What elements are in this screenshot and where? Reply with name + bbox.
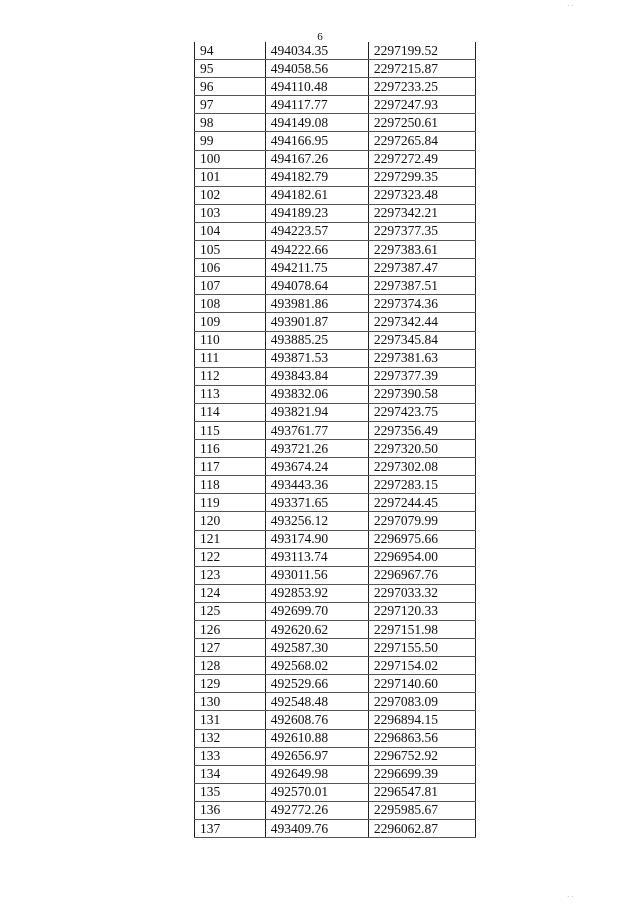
point-number-cell: 98 — [195, 114, 266, 132]
table-row — [195, 747, 476, 765]
point-number-cell: 125 — [195, 602, 266, 620]
point-number-cell: 96 — [195, 78, 266, 96]
point-number-cell: 102 — [195, 186, 266, 204]
y-coordinate-cell: 2297283.15 — [368, 476, 475, 494]
x-coordinate-cell: 492610.88 — [265, 729, 368, 747]
point-number-cell: 110 — [195, 331, 266, 349]
y-coordinate-cell: 2295985.67 — [368, 801, 475, 819]
y-coordinate-cell: 2297377.35 — [368, 222, 475, 240]
point-number-cell: 136 — [195, 801, 266, 819]
point-number-cell: 118 — [195, 476, 266, 494]
y-coordinate-cell: 2297265.84 — [368, 132, 475, 150]
x-coordinate-cell: 492548.48 — [265, 693, 368, 711]
y-coordinate-cell: 2297377.39 — [368, 367, 475, 385]
point-number-cell: 119 — [195, 494, 266, 512]
y-coordinate-cell: 2297342.44 — [368, 313, 475, 331]
y-coordinate-cell: 2297390.58 — [368, 385, 475, 403]
y-coordinate-cell: 2297381.63 — [368, 349, 475, 367]
x-coordinate-cell: 494182.79 — [265, 168, 368, 186]
x-coordinate-cell: 493174.90 — [265, 530, 368, 548]
y-coordinate-cell: 2296752.92 — [368, 747, 475, 765]
point-number-cell: 101 — [195, 168, 266, 186]
point-number-cell: 112 — [195, 367, 266, 385]
y-coordinate-cell: 2296894.15 — [368, 711, 475, 729]
x-coordinate-cell: 492772.26 — [265, 801, 368, 819]
x-coordinate-cell: 494222.66 — [265, 241, 368, 259]
table-row — [195, 711, 476, 729]
point-number-cell: 109 — [195, 313, 266, 331]
y-coordinate-cell: 2296863.56 — [368, 729, 475, 747]
table-row — [195, 621, 476, 639]
x-coordinate-cell: 493761.77 — [265, 421, 368, 439]
y-coordinate-cell: 2297423.75 — [368, 403, 475, 421]
y-coordinate-cell: 2297250.61 — [368, 114, 475, 132]
point-number-cell: 120 — [195, 512, 266, 530]
point-number-cell: 94 — [195, 42, 266, 60]
y-coordinate-cell: 2297320.50 — [368, 440, 475, 458]
table-row — [195, 78, 476, 96]
point-number-cell: 137 — [195, 820, 266, 838]
point-number-cell: 106 — [195, 259, 266, 277]
y-coordinate-cell: 2297215.87 — [368, 60, 475, 78]
point-number-cell: 131 — [195, 711, 266, 729]
table-row — [195, 783, 476, 801]
table-row — [195, 132, 476, 150]
point-number-cell: 104 — [195, 222, 266, 240]
table-row — [195, 349, 476, 367]
table-row — [195, 765, 476, 783]
point-number-cell: 99 — [195, 132, 266, 150]
point-number-cell: 121 — [195, 530, 266, 548]
point-number-cell: 134 — [195, 765, 266, 783]
table-row — [195, 421, 476, 439]
x-coordinate-cell: 493981.86 — [265, 295, 368, 313]
table-row — [195, 222, 476, 240]
y-coordinate-cell: 2297154.02 — [368, 657, 475, 675]
y-coordinate-cell: 2297120.33 — [368, 602, 475, 620]
y-coordinate-cell: 2296954.00 — [368, 548, 475, 566]
x-coordinate-cell: 494149.08 — [265, 114, 368, 132]
y-coordinate-cell: 2297387.51 — [368, 277, 475, 295]
point-number-cell: 100 — [195, 150, 266, 168]
x-coordinate-cell: 492529.66 — [265, 675, 368, 693]
point-number-cell: 128 — [195, 657, 266, 675]
y-coordinate-cell: 2297155.50 — [368, 639, 475, 657]
point-number-cell: 117 — [195, 458, 266, 476]
table-row — [195, 584, 476, 602]
y-coordinate-cell: 2297299.35 — [368, 168, 475, 186]
table-row — [195, 331, 476, 349]
x-coordinate-cell: 492649.98 — [265, 765, 368, 783]
y-coordinate-cell: 2297079.99 — [368, 512, 475, 530]
scan-artifact-mark: · · — [567, 893, 574, 901]
table-row — [195, 530, 476, 548]
point-number-cell: 97 — [195, 96, 266, 114]
point-number-cell: 133 — [195, 747, 266, 765]
table-row — [195, 566, 476, 584]
table-row — [195, 548, 476, 566]
table-row — [195, 114, 476, 132]
point-number-cell: 115 — [195, 421, 266, 439]
x-coordinate-cell: 492568.02 — [265, 657, 368, 675]
y-coordinate-cell: 2297302.08 — [368, 458, 475, 476]
table-row — [195, 204, 476, 222]
y-coordinate-cell: 2297323.48 — [368, 186, 475, 204]
table-row — [195, 602, 476, 620]
table-row — [195, 657, 476, 675]
x-coordinate-cell: 493371.65 — [265, 494, 368, 512]
x-coordinate-cell: 493832.06 — [265, 385, 368, 403]
point-number-cell: 130 — [195, 693, 266, 711]
x-coordinate-cell: 493885.25 — [265, 331, 368, 349]
table-row — [195, 458, 476, 476]
x-coordinate-cell: 493843.84 — [265, 367, 368, 385]
y-coordinate-cell: 2297247.93 — [368, 96, 475, 114]
point-number-cell: 129 — [195, 675, 266, 693]
table-row — [195, 385, 476, 403]
x-coordinate-cell: 493011.56 — [265, 566, 368, 584]
point-number-cell: 135 — [195, 783, 266, 801]
table-row — [195, 277, 476, 295]
table-row — [195, 186, 476, 204]
point-number-cell: 107 — [195, 277, 266, 295]
x-coordinate-cell: 494166.95 — [265, 132, 368, 150]
table-row — [195, 168, 476, 186]
table-row — [195, 693, 476, 711]
point-number-cell: 113 — [195, 385, 266, 403]
table-row — [195, 801, 476, 819]
x-coordinate-cell: 493721.26 — [265, 440, 368, 458]
point-number-cell: 108 — [195, 295, 266, 313]
point-number-cell: 111 — [195, 349, 266, 367]
x-coordinate-cell: 493256.12 — [265, 512, 368, 530]
x-coordinate-cell: 494223.57 — [265, 222, 368, 240]
table-row — [195, 313, 476, 331]
coordinates-table-body — [195, 42, 476, 838]
y-coordinate-cell: 2297244.45 — [368, 494, 475, 512]
x-coordinate-cell: 494117.77 — [265, 96, 368, 114]
x-coordinate-cell: 492699.70 — [265, 602, 368, 620]
x-coordinate-cell: 493674.24 — [265, 458, 368, 476]
table-row — [195, 729, 476, 747]
y-coordinate-cell: 2297387.47 — [368, 259, 475, 277]
point-number-cell: 114 — [195, 403, 266, 421]
y-coordinate-cell: 2296062.87 — [368, 820, 475, 838]
y-coordinate-cell: 2296547.81 — [368, 783, 475, 801]
table-row — [195, 675, 476, 693]
table-row — [195, 150, 476, 168]
y-coordinate-cell: 2297140.60 — [368, 675, 475, 693]
y-coordinate-cell: 2297033.32 — [368, 584, 475, 602]
table-row — [195, 259, 476, 277]
x-coordinate-cell: 494189.23 — [265, 204, 368, 222]
y-coordinate-cell: 2297342.21 — [368, 204, 475, 222]
point-number-cell: 126 — [195, 621, 266, 639]
x-coordinate-cell: 494110.48 — [265, 78, 368, 96]
x-coordinate-cell: 494034.35 — [265, 42, 368, 60]
table-row — [195, 820, 476, 838]
table-row — [195, 403, 476, 421]
table-row — [195, 440, 476, 458]
x-coordinate-cell: 492853.92 — [265, 584, 368, 602]
x-coordinate-cell: 492656.97 — [265, 747, 368, 765]
x-coordinate-cell: 493901.87 — [265, 313, 368, 331]
y-coordinate-cell: 2297083.09 — [368, 693, 475, 711]
y-coordinate-cell: 2297272.49 — [368, 150, 475, 168]
table-row — [195, 367, 476, 385]
y-coordinate-cell: 2297233.25 — [368, 78, 475, 96]
point-number-cell: 116 — [195, 440, 266, 458]
y-coordinate-cell: 2297151.98 — [368, 621, 475, 639]
scan-artifact-mark: · · — [567, 2, 574, 10]
point-number-cell: 123 — [195, 566, 266, 584]
point-number-cell: 122 — [195, 548, 266, 566]
x-coordinate-cell: 494058.56 — [265, 60, 368, 78]
x-coordinate-cell: 493821.94 — [265, 403, 368, 421]
y-coordinate-cell: 2296967.76 — [368, 566, 475, 584]
point-number-cell: 103 — [195, 204, 266, 222]
y-coordinate-cell: 2296975.66 — [368, 530, 475, 548]
y-coordinate-cell: 2297356.49 — [368, 421, 475, 439]
table-row — [195, 241, 476, 259]
x-coordinate-cell: 492608.76 — [265, 711, 368, 729]
table-row — [195, 512, 476, 530]
y-coordinate-cell: 2297383.61 — [368, 241, 475, 259]
point-number-cell: 132 — [195, 729, 266, 747]
y-coordinate-cell: 2297199.52 — [368, 42, 475, 60]
x-coordinate-cell: 492620.62 — [265, 621, 368, 639]
table-row — [195, 295, 476, 313]
x-coordinate-cell: 493113.74 — [265, 548, 368, 566]
table-row — [195, 494, 476, 512]
x-coordinate-cell: 494211.75 — [265, 259, 368, 277]
x-coordinate-cell: 493409.76 — [265, 820, 368, 838]
x-coordinate-cell: 493871.53 — [265, 349, 368, 367]
table-row — [195, 60, 476, 78]
x-coordinate-cell: 492570.01 — [265, 783, 368, 801]
table-row — [195, 42, 476, 60]
y-coordinate-cell: 2297374.36 — [368, 295, 475, 313]
x-coordinate-cell: 494167.26 — [265, 150, 368, 168]
point-number-cell: 127 — [195, 639, 266, 657]
table-row — [195, 96, 476, 114]
y-coordinate-cell: 2297345.84 — [368, 331, 475, 349]
x-coordinate-cell: 493443.36 — [265, 476, 368, 494]
x-coordinate-cell: 494078.64 — [265, 277, 368, 295]
coordinates-table — [194, 42, 476, 838]
table-row — [195, 476, 476, 494]
y-coordinate-cell: 2296699.39 — [368, 765, 475, 783]
x-coordinate-cell: 494182.61 — [265, 186, 368, 204]
point-number-cell: 105 — [195, 241, 266, 259]
page-number: 6 — [317, 31, 323, 43]
point-number-cell: 124 — [195, 584, 266, 602]
point-number-cell: 95 — [195, 60, 266, 78]
x-coordinate-cell: 492587.30 — [265, 639, 368, 657]
table-row — [195, 639, 476, 657]
